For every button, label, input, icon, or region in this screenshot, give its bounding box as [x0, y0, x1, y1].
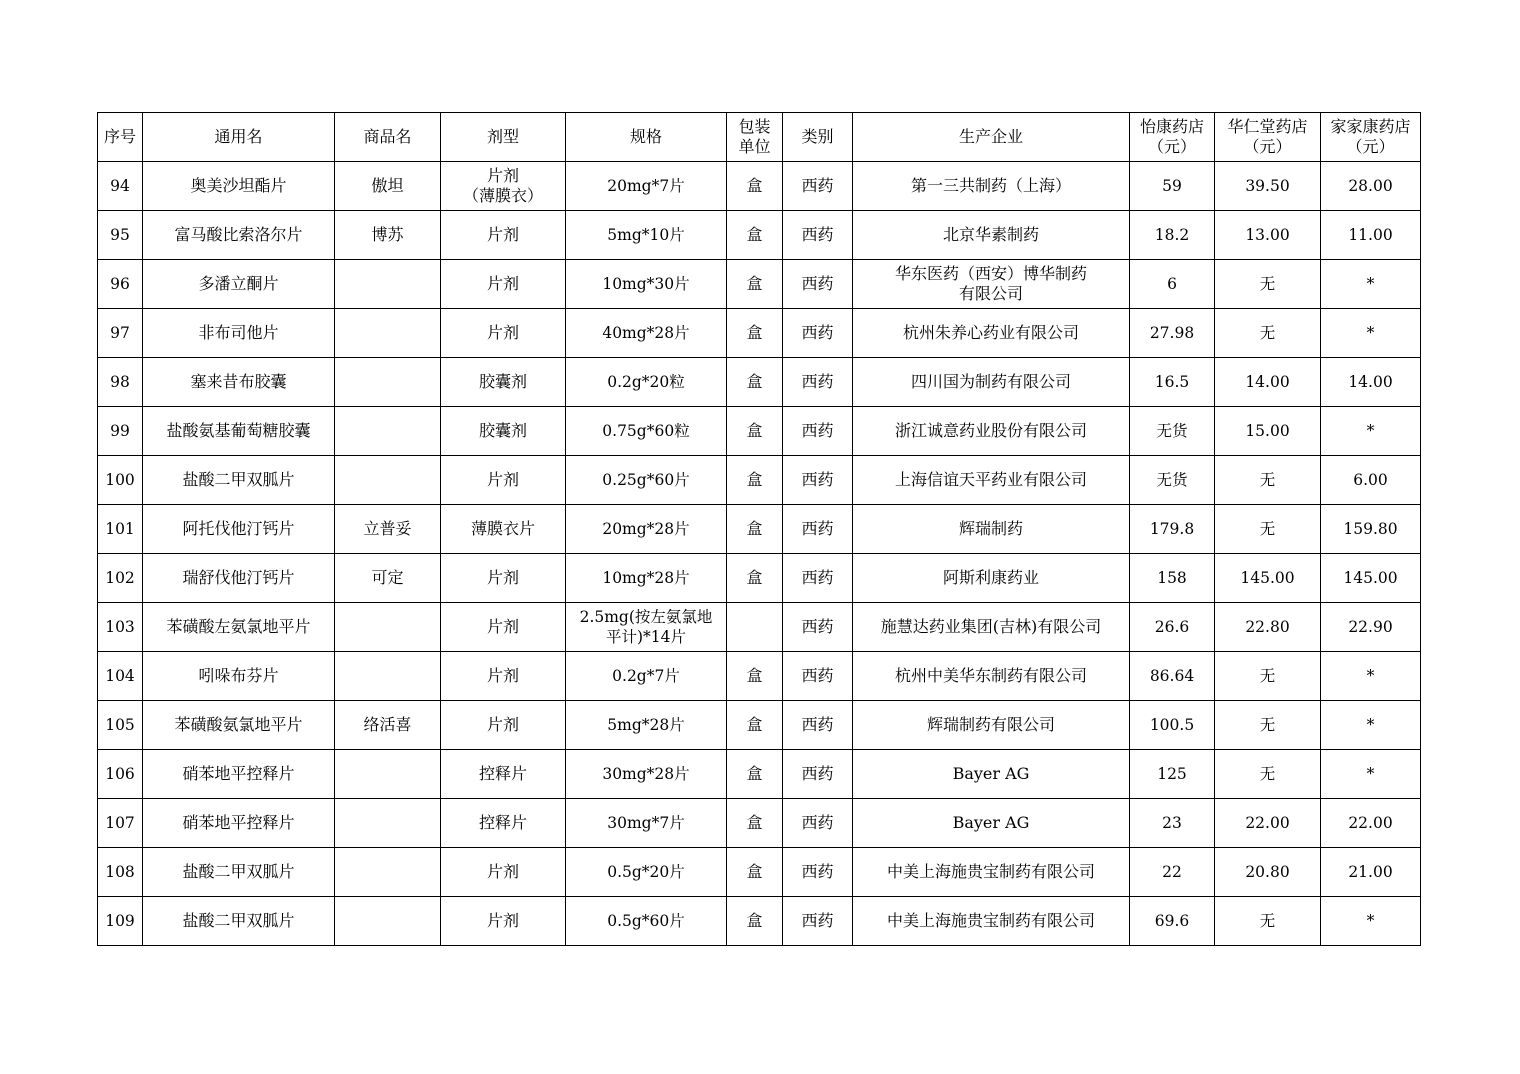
cell-specification: 0.25g*60片 — [566, 456, 727, 505]
cell-brand-name: 博苏 — [335, 211, 441, 260]
cell-index: 97 — [98, 309, 143, 358]
cell-dosage-form: 片剂 — [441, 456, 566, 505]
cell-package-unit: 盒 — [727, 456, 783, 505]
cell-huarentang-price: 39.50 — [1215, 162, 1321, 211]
cell-dosage-form: 片剂 — [441, 652, 566, 701]
cell-generic-name: 非布司他片 — [143, 309, 335, 358]
cell-huarentang-price: 无 — [1215, 652, 1321, 701]
cell-manufacturer: Bayer AG — [853, 750, 1130, 799]
cell-category: 西药 — [783, 603, 853, 652]
cell-category: 西药 — [783, 750, 853, 799]
cell-specification: 30mg*7片 — [566, 799, 727, 848]
header-specification: 规格 — [566, 113, 727, 162]
cell-package-unit: 盒 — [727, 799, 783, 848]
cell-brand-name: 傲坦 — [335, 162, 441, 211]
cell-generic-name: 盐酸二甲双胍片 — [143, 848, 335, 897]
cell-yikang-price: 16.5 — [1130, 358, 1215, 407]
cell-huarentang-price: 15.00 — [1215, 407, 1321, 456]
cell-package-unit: 盒 — [727, 897, 783, 946]
cell-specification: 0.5g*60片 — [566, 897, 727, 946]
cell-jiajiakang-price: 6.00 — [1321, 456, 1421, 505]
cell-generic-name: 苯磺酸左氨氯地平片 — [143, 603, 335, 652]
cell-specification: 0.5g*20片 — [566, 848, 727, 897]
cell-yikang-price: 23 — [1130, 799, 1215, 848]
cell-manufacturer: 四川国为制药有限公司 — [853, 358, 1130, 407]
header-package-unit: 包装 单位 — [727, 113, 783, 162]
cell-dosage-form: 胶囊剂 — [441, 407, 566, 456]
table-row — [98, 652, 1421, 701]
cell-jiajiakang-price: 145.00 — [1321, 554, 1421, 603]
cell-generic-name: 阿托伐他汀钙片 — [143, 505, 335, 554]
cell-huarentang-price: 22.80 — [1215, 603, 1321, 652]
cell-brand-name — [335, 260, 441, 309]
cell-manufacturer: 辉瑞制药 — [853, 505, 1130, 554]
cell-jiajiakang-price: 21.00 — [1321, 848, 1421, 897]
cell-package-unit: 盒 — [727, 358, 783, 407]
cell-dosage-form: 胶囊剂 — [441, 358, 566, 407]
cell-generic-name: 硝苯地平控释片 — [143, 750, 335, 799]
cell-category: 西药 — [783, 701, 853, 750]
cell-manufacturer: 施慧达药业集团(吉林)有限公司 — [853, 603, 1130, 652]
cell-category: 西药 — [783, 260, 853, 309]
cell-huarentang-price: 无 — [1215, 260, 1321, 309]
cell-specification: 5mg*10片 — [566, 211, 727, 260]
cell-dosage-form: 片剂 — [441, 848, 566, 897]
cell-jiajiakang-price: 11.00 — [1321, 211, 1421, 260]
cell-yikang-price: 26.6 — [1130, 603, 1215, 652]
cell-category: 西药 — [783, 358, 853, 407]
cell-yikang-price: 100.5 — [1130, 701, 1215, 750]
cell-huarentang-price: 无 — [1215, 456, 1321, 505]
table-row — [98, 309, 1421, 358]
cell-index: 106 — [98, 750, 143, 799]
cell-brand-name — [335, 358, 441, 407]
cell-yikang-price: 59 — [1130, 162, 1215, 211]
cell-manufacturer: 第一三共制药（上海） — [853, 162, 1130, 211]
cell-specification: 0.75g*60粒 — [566, 407, 727, 456]
cell-category: 西药 — [783, 554, 853, 603]
cell-package-unit: 盒 — [727, 407, 783, 456]
cell-manufacturer: 辉瑞制药有限公司 — [853, 701, 1130, 750]
cell-huarentang-price: 无 — [1215, 505, 1321, 554]
cell-generic-name: 苯磺酸氨氯地平片 — [143, 701, 335, 750]
header-index: 序号 — [98, 113, 143, 162]
cell-dosage-form: 片剂 — [441, 554, 566, 603]
cell-generic-name: 塞来昔布胶囊 — [143, 358, 335, 407]
cell-specification: 10mg*30片 — [566, 260, 727, 309]
cell-jiajiakang-price: * — [1321, 260, 1421, 309]
cell-index: 95 — [98, 211, 143, 260]
cell-generic-name: 瑞舒伐他汀钙片 — [143, 554, 335, 603]
cell-huarentang-price: 145.00 — [1215, 554, 1321, 603]
cell-dosage-form: 片剂 — [441, 260, 566, 309]
cell-yikang-price: 86.64 — [1130, 652, 1215, 701]
cell-brand-name — [335, 456, 441, 505]
cell-yikang-price: 18.2 — [1130, 211, 1215, 260]
cell-category: 西药 — [783, 652, 853, 701]
cell-huarentang-price: 13.00 — [1215, 211, 1321, 260]
cell-brand-name: 络活喜 — [335, 701, 441, 750]
cell-index: 104 — [98, 652, 143, 701]
cell-package-unit: 盒 — [727, 162, 783, 211]
cell-yikang-price: 179.8 — [1130, 505, 1215, 554]
cell-generic-name: 吲哚布芬片 — [143, 652, 335, 701]
cell-manufacturer: 中美上海施贵宝制药有限公司 — [853, 897, 1130, 946]
cell-index: 99 — [98, 407, 143, 456]
cell-category: 西药 — [783, 897, 853, 946]
cell-specification: 40mg*28片 — [566, 309, 727, 358]
cell-brand-name — [335, 309, 441, 358]
cell-index: 105 — [98, 701, 143, 750]
cell-package-unit: 盒 — [727, 652, 783, 701]
cell-package-unit — [727, 603, 783, 652]
cell-huarentang-price: 20.80 — [1215, 848, 1321, 897]
cell-yikang-price: 27.98 — [1130, 309, 1215, 358]
cell-generic-name: 硝苯地平控释片 — [143, 799, 335, 848]
cell-yikang-price: 158 — [1130, 554, 1215, 603]
cell-dosage-form: 薄膜衣片 — [441, 505, 566, 554]
drug-price-table — [97, 112, 1421, 946]
cell-package-unit: 盒 — [727, 309, 783, 358]
cell-manufacturer: 阿斯利康药业 — [853, 554, 1130, 603]
cell-index: 94 — [98, 162, 143, 211]
cell-index: 98 — [98, 358, 143, 407]
cell-index: 100 — [98, 456, 143, 505]
cell-yikang-price: 125 — [1130, 750, 1215, 799]
cell-huarentang-price: 无 — [1215, 701, 1321, 750]
cell-specification: 0.2g*20粒 — [566, 358, 727, 407]
header-category: 类别 — [783, 113, 853, 162]
cell-dosage-form: 片剂 — [441, 211, 566, 260]
cell-index: 101 — [98, 505, 143, 554]
cell-dosage-form: 片剂 — [441, 701, 566, 750]
cell-dosage-form: 控释片 — [441, 799, 566, 848]
cell-jiajiakang-price: 159.80 — [1321, 505, 1421, 554]
cell-category: 西药 — [783, 162, 853, 211]
table-header-row — [98, 113, 1421, 162]
cell-dosage-form: 片剂 — [441, 897, 566, 946]
table-row — [98, 211, 1421, 260]
cell-index: 107 — [98, 799, 143, 848]
cell-jiajiakang-price: 22.90 — [1321, 603, 1421, 652]
cell-jiajiakang-price: * — [1321, 407, 1421, 456]
cell-index: 102 — [98, 554, 143, 603]
cell-yikang-price: 6 — [1130, 260, 1215, 309]
cell-specification: 2.5mg(按左氨氯地 平计)*14片 — [566, 603, 727, 652]
cell-manufacturer: 杭州朱养心药业有限公司 — [853, 309, 1130, 358]
table-body — [98, 162, 1421, 946]
cell-specification: 0.2g*7片 — [566, 652, 727, 701]
cell-specification: 10mg*28片 — [566, 554, 727, 603]
cell-index: 96 — [98, 260, 143, 309]
table-row — [98, 505, 1421, 554]
cell-brand-name — [335, 799, 441, 848]
cell-generic-name: 奥美沙坦酯片 — [143, 162, 335, 211]
header-generic-name: 通用名 — [143, 113, 335, 162]
table-row — [98, 554, 1421, 603]
header-manufacturer: 生产企业 — [853, 113, 1130, 162]
cell-jiajiakang-price: 22.00 — [1321, 799, 1421, 848]
cell-manufacturer: 浙江诚意药业股份有限公司 — [853, 407, 1130, 456]
cell-package-unit: 盒 — [727, 260, 783, 309]
cell-category: 西药 — [783, 456, 853, 505]
cell-package-unit: 盒 — [727, 750, 783, 799]
drug-price-sheet — [97, 112, 1420, 946]
cell-yikang-price: 69.6 — [1130, 897, 1215, 946]
table-row — [98, 750, 1421, 799]
cell-category: 西药 — [783, 407, 853, 456]
cell-category: 西药 — [783, 848, 853, 897]
cell-yikang-price: 无货 — [1130, 456, 1215, 505]
table-row — [98, 456, 1421, 505]
header-dosage-form: 剂型 — [441, 113, 566, 162]
cell-generic-name: 多潘立酮片 — [143, 260, 335, 309]
cell-brand-name — [335, 897, 441, 946]
table-row — [98, 701, 1421, 750]
cell-manufacturer: Bayer AG — [853, 799, 1130, 848]
table-row — [98, 407, 1421, 456]
cell-manufacturer: 上海信谊天平药业有限公司 — [853, 456, 1130, 505]
cell-brand-name: 立普妥 — [335, 505, 441, 554]
cell-brand-name — [335, 652, 441, 701]
table-row — [98, 162, 1421, 211]
cell-jiajiakang-price: * — [1321, 897, 1421, 946]
table-row — [98, 603, 1421, 652]
cell-dosage-form: 片剂 （薄膜衣） — [441, 162, 566, 211]
cell-dosage-form: 片剂 — [441, 309, 566, 358]
cell-jiajiakang-price: * — [1321, 309, 1421, 358]
cell-generic-name: 盐酸氨基葡萄糖胶囊 — [143, 407, 335, 456]
cell-manufacturer: 中美上海施贵宝制药有限公司 — [853, 848, 1130, 897]
cell-specification: 30mg*28片 — [566, 750, 727, 799]
table-row — [98, 897, 1421, 946]
cell-specification: 5mg*28片 — [566, 701, 727, 750]
cell-jiajiakang-price: 14.00 — [1321, 358, 1421, 407]
cell-specification: 20mg*7片 — [566, 162, 727, 211]
cell-dosage-form: 片剂 — [441, 603, 566, 652]
cell-huarentang-price: 14.00 — [1215, 358, 1321, 407]
table-row — [98, 848, 1421, 897]
cell-category: 西药 — [783, 211, 853, 260]
cell-manufacturer: 北京华素制药 — [853, 211, 1130, 260]
cell-yikang-price: 22 — [1130, 848, 1215, 897]
cell-jiajiakang-price: * — [1321, 750, 1421, 799]
table-row — [98, 358, 1421, 407]
cell-package-unit: 盒 — [727, 701, 783, 750]
cell-generic-name: 富马酸比索洛尔片 — [143, 211, 335, 260]
cell-package-unit: 盒 — [727, 554, 783, 603]
header-huarentang-price: 华仁堂药店 （元） — [1215, 113, 1321, 162]
header-jiajiakang-price: 家家康药店 （元） — [1321, 113, 1421, 162]
cell-dosage-form: 控释片 — [441, 750, 566, 799]
cell-manufacturer: 华东医药（西安）博华制药 有限公司 — [853, 260, 1130, 309]
cell-brand-name — [335, 750, 441, 799]
cell-category: 西药 — [783, 505, 853, 554]
cell-specification: 20mg*28片 — [566, 505, 727, 554]
cell-huarentang-price: 无 — [1215, 897, 1321, 946]
cell-category: 西药 — [783, 309, 853, 358]
cell-huarentang-price: 无 — [1215, 750, 1321, 799]
cell-brand-name — [335, 407, 441, 456]
cell-manufacturer: 杭州中美华东制药有限公司 — [853, 652, 1130, 701]
cell-huarentang-price: 无 — [1215, 309, 1321, 358]
cell-yikang-price: 无货 — [1130, 407, 1215, 456]
cell-index: 109 — [98, 897, 143, 946]
table-row — [98, 260, 1421, 309]
cell-brand-name: 可定 — [335, 554, 441, 603]
cell-index: 103 — [98, 603, 143, 652]
cell-package-unit: 盒 — [727, 848, 783, 897]
cell-jiajiakang-price: 28.00 — [1321, 162, 1421, 211]
cell-package-unit: 盒 — [727, 211, 783, 260]
cell-generic-name: 盐酸二甲双胍片 — [143, 456, 335, 505]
header-yikang-price: 怡康药店 （元） — [1130, 113, 1215, 162]
header-brand-name: 商品名 — [335, 113, 441, 162]
cell-jiajiakang-price: * — [1321, 652, 1421, 701]
cell-brand-name — [335, 603, 441, 652]
table-row — [98, 799, 1421, 848]
cell-index: 108 — [98, 848, 143, 897]
cell-package-unit: 盒 — [727, 505, 783, 554]
cell-jiajiakang-price: * — [1321, 701, 1421, 750]
cell-generic-name: 盐酸二甲双胍片 — [143, 897, 335, 946]
cell-category: 西药 — [783, 799, 853, 848]
cell-brand-name — [335, 848, 441, 897]
cell-huarentang-price: 22.00 — [1215, 799, 1321, 848]
